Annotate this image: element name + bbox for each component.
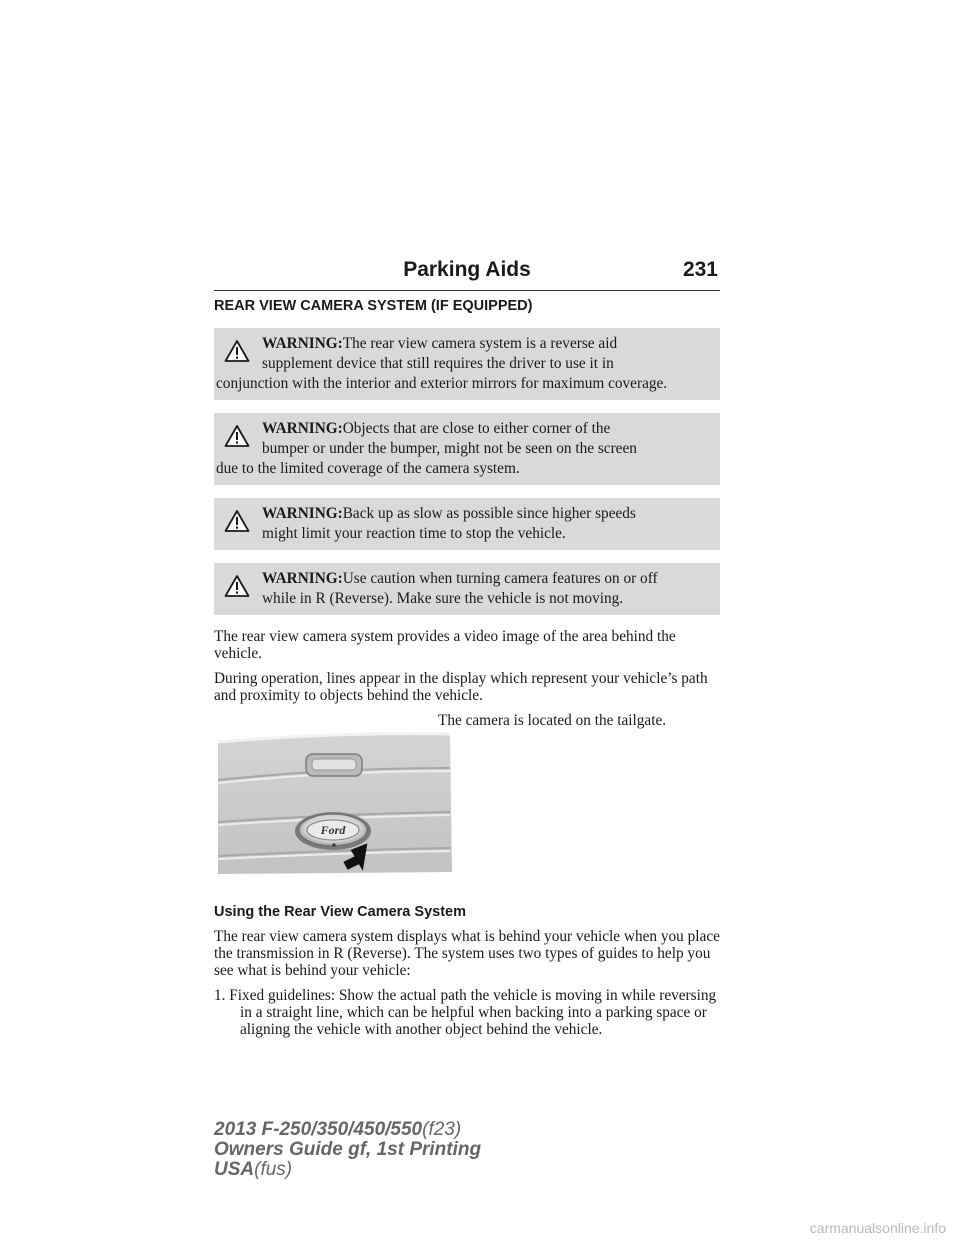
figure-caption: The camera is located on the tailgate. bbox=[438, 712, 667, 729]
warning-box bbox=[214, 413, 720, 485]
warning-text-rest: conjunction with the interior and exterior mirrors for maximum coverage. bbox=[216, 375, 668, 392]
warning-triangle-icon bbox=[224, 574, 250, 598]
warning-text-first: WARNING:Use caution when turning camera features on or off bbox=[262, 570, 658, 587]
page-content bbox=[214, 296, 720, 1038]
ford-logo-text: Ford bbox=[320, 823, 346, 837]
footer-guide-line: Owners Guide gf, 1st Printing bbox=[214, 1139, 482, 1160]
section-title: REAR VIEW CAMERA SYSTEM (IF EQUIPPED) bbox=[214, 298, 533, 314]
warning-box bbox=[214, 328, 720, 400]
subsection-title: Using the Rear View Camera System bbox=[214, 904, 466, 920]
tailgate-camera-illustration bbox=[214, 724, 454, 884]
warning-text-second: while in R (Reverse). Make sure the vehicle is not moving. bbox=[262, 590, 624, 607]
warning-triangle-icon bbox=[224, 424, 250, 448]
warning-box bbox=[214, 498, 720, 550]
warning-text-rest: due to the limited coverage of the camera system. bbox=[216, 460, 520, 477]
warning-text-second: might limit your reaction time to stop the vehicle. bbox=[262, 525, 566, 542]
body-paragraph: The rear view camera system displays what is behind your vehicle when you place the transmission in R (Reverse). The system uses two types of guides to help you see what is behind your vehicle: bbox=[214, 928, 720, 979]
page-number: 231 bbox=[682, 258, 718, 281]
list-item: 1. Fixed guidelines: Show the actual path the vehicle is moving in while reversing in a straight line, which can be helpful when backing into a parking space or aligning the vehicle with another object behind the vehicle. bbox=[214, 987, 717, 1038]
warning-text-first: WARNING:The rear view camera system is a reverse aid bbox=[262, 335, 618, 352]
warning-box bbox=[214, 563, 720, 615]
footer-model-line: 2013 F-250/350/450/550(f23) bbox=[214, 1119, 462, 1140]
warning-text-second: bumper or under the bumper, might not be seen on the screen bbox=[262, 440, 637, 457]
page-header bbox=[214, 258, 720, 291]
warning-text-first: WARNING:Objects that are close to either corner of the bbox=[262, 420, 611, 437]
watermark: carmanualsonline.info bbox=[809, 1220, 946, 1236]
chapter-title: Parking Aids bbox=[403, 258, 531, 281]
page-footer bbox=[214, 1120, 481, 1180]
warning-triangle-icon bbox=[224, 339, 250, 363]
footer-region-line: USA(fus) bbox=[214, 1159, 293, 1180]
warning-text-second: supplement device that still requires the driver to use it in bbox=[262, 355, 614, 372]
warning-triangle-icon bbox=[224, 509, 250, 533]
body-paragraph: The rear view camera system provides a video image of the area behind the vehicle. bbox=[214, 628, 676, 662]
body-paragraph: During operation, lines appear in the display which represent your vehicle’s path and proximity to objects behind the vehicle. bbox=[214, 670, 708, 704]
warning-text-first: WARNING:Back up as slow as possible since higher speeds bbox=[262, 505, 636, 522]
figure-row bbox=[214, 712, 720, 892]
